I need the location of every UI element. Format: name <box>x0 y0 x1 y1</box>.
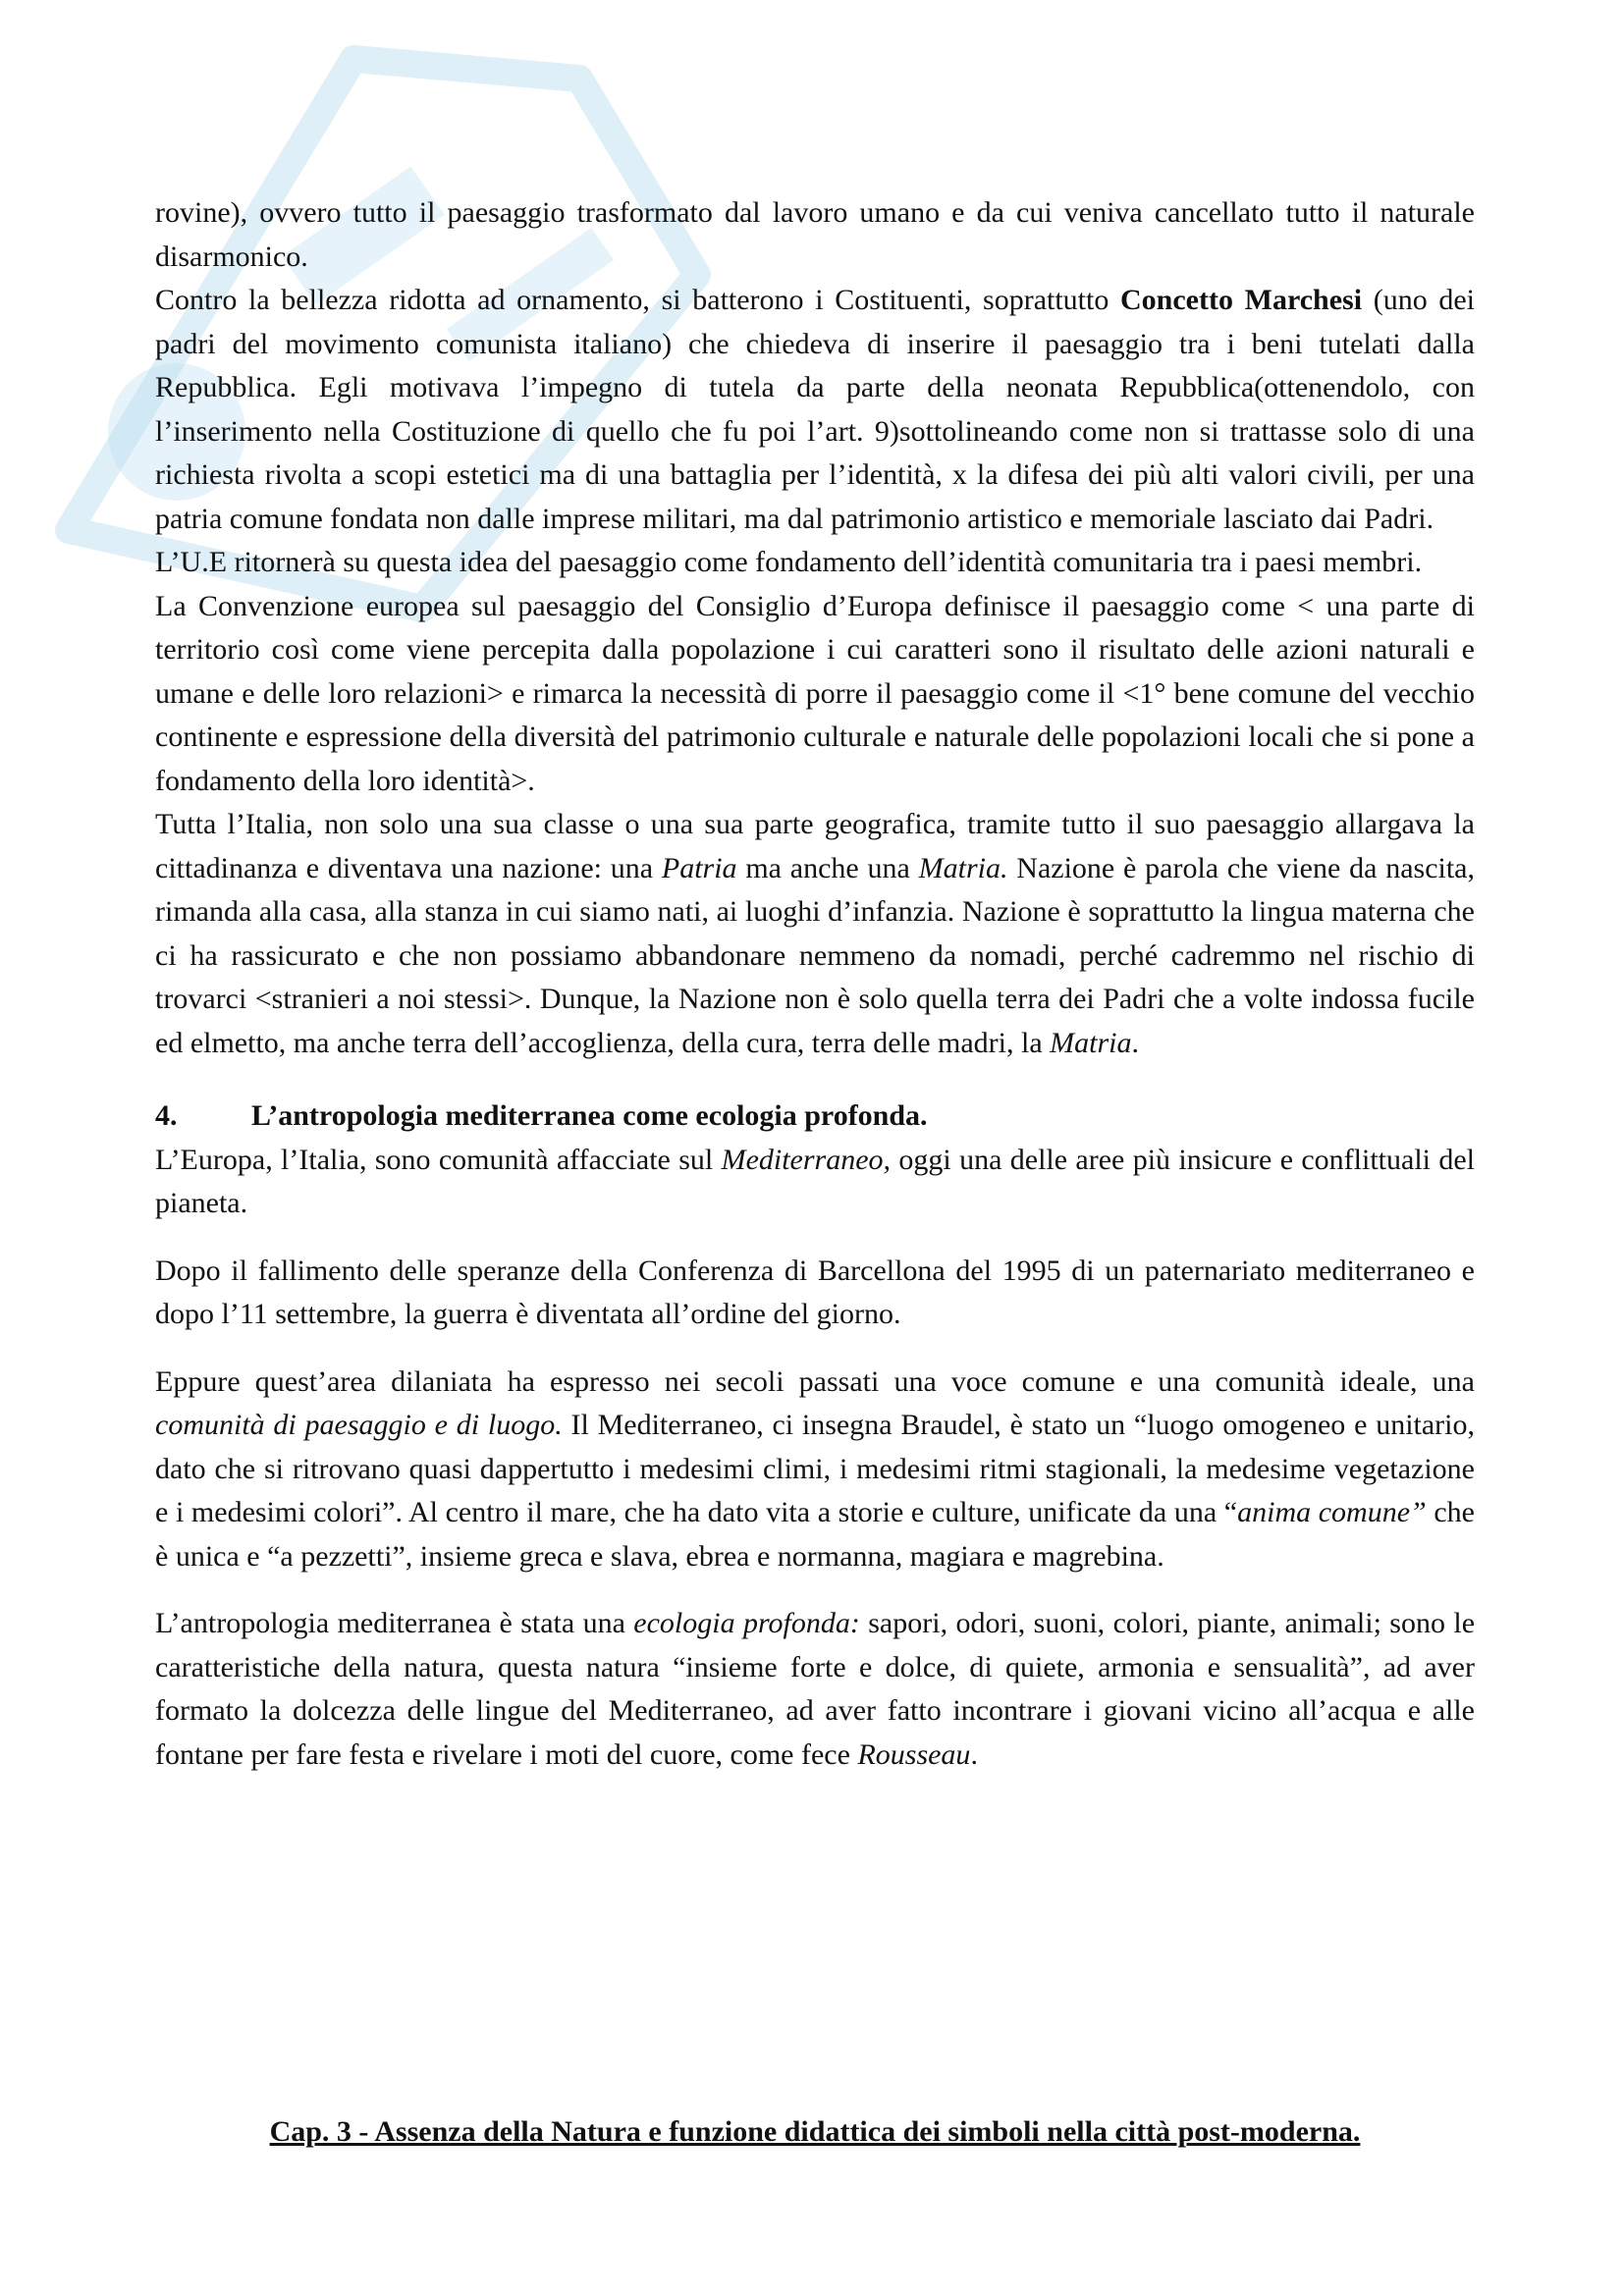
text-run: Tutta l’Italia, non solo una sua classe o una sua parte geografica, tramite tutto il suo paesaggio allargava la cittadinanza e diventava una nazione: una <box>155 808 1475 884</box>
text-run: Concetto Marchesi <box>1120 284 1363 316</box>
document-body <box>155 191 1475 1777</box>
section-number: 4. <box>155 1099 178 1132</box>
paragraph <box>155 191 1475 279</box>
text-run: Matria <box>1050 1026 1132 1059</box>
paragraph <box>155 541 1475 585</box>
text-run: Matria. <box>918 851 1008 884</box>
paragraphs-top <box>155 191 1475 1065</box>
paragraph <box>155 1602 1475 1777</box>
paragraphs-section <box>155 1139 1475 1778</box>
text-run: Nazione è parola che viene da nascita, rimanda alla casa, alla stanza in cui siamo nati, ai luoghi d’infanzia. Nazione è soprattutto la lingua materna che ci ha rassicurato e che non possiamo abbandonare nemmeno da nomadi, perché cadremmo nel rischio di trovarci <stranieri a noi stessi>. Dunque, la Nazione non è solo quella terra dei Padri che a volte indossa fucile ed elmetto, ma anche terra dell’accoglienza, della cura, terra delle madri, la <box>155 851 1475 1059</box>
text-run: Patria <box>661 851 737 884</box>
paragraph <box>155 1361 1475 1579</box>
text-run: Mediterraneo, <box>721 1143 892 1176</box>
section-heading <box>155 1095 1475 1139</box>
text-run: ecologia profonda: <box>633 1607 860 1639</box>
paragraph <box>155 1139 1475 1226</box>
paragraph <box>155 279 1475 541</box>
text-run: Eppure quest’area dilaniata ha espresso nei secoli passati una voce comune e una comunità ideale, una <box>155 1364 1475 1398</box>
text-run: Dopo il fallimento delle speranze della Conferenza di Barcellona del 1995 di un paternariato mediterraneo e dopo l’11 settembre, la guerra è diventata all’ordine del giorno. <box>155 1254 1475 1330</box>
text-run: La Convenzione europea sul paesaggio del Consiglio d’Europa definisce il paesaggio come < una parte di territorio così come viene percepita dalla popolazione i cui caratteri sono il risultato delle azioni naturali e umane e delle loro relazioni> e rimarca la necessità di porre il paesaggio come il <1° bene comune del vecchio continente e espressione della diversità del patrimonio culturale e naturale delle popolazioni locali che si pone a fondamento della loro identità>. <box>155 589 1475 797</box>
text-run: ma anche una <box>736 851 919 884</box>
text-run: . <box>970 1737 978 1771</box>
paragraph <box>155 585 1475 804</box>
text-run: . <box>1131 1026 1140 1059</box>
text-run: sapori, odori, suoni, colori, piante, animali; sono le caratteristiche della natura, questa natura “insieme forte e dolce, di quiete, armonia e sensualità”, ad aver formato la dolcezza delle lingue del Mediterraneo, ad aver fatto incontrare i giovani vicino all’acqua e alle fontane per fare festa e rivelare i moti del cuore, come fece <box>155 1607 1476 1771</box>
text-run: anima comune” <box>1237 1496 1427 1528</box>
text-run: Rousseau <box>857 1737 971 1771</box>
text-run: L’Europa, l’Italia, sono comunità affacciate sul <box>155 1143 722 1176</box>
paragraph <box>155 1250 1475 1337</box>
text-run: (uno dei padri del movimento comunista italiano) che chiedeva di inserire il paesaggio tra i beni tutelati dalla Repubblica. Egli motivava l’impegno di tutela da parte della neonata Repubblica(ottenendolo, con l’inserimento nella Costituzione di quello che fu poi l’art. 9)sottolineando come non si trattasse solo di una richiesta rivolta a scopi estetici ma di una battaglia per l’identità, x la difesa dei più alti valori civili, per una patria comune fondata non dalle imprese militari, ma dal patrimonio artistico e memoriale lasciato dai Padri. <box>155 284 1476 535</box>
text-run: Contro la bellezza ridotta ad ornamento, si batterono i Costituenti, soprattutto <box>155 284 1121 316</box>
text-run: L’antropologia mediterranea è stata una <box>155 1607 634 1639</box>
text-run: comunità di paesaggio e di luogo. <box>155 1409 563 1441</box>
text-run: Il Mediterraneo, ci insegna Braudel, è stato un “luogo omogeneo e unitario, dato che si ritrovano quasi dappertutto i medesimi climi, i medesimi ritmi stagionali, la medesime vegetazione e i medesimi colori”. Al centro il mare, che ha dato vita a storie e culture, unificate da una “ <box>155 1409 1476 1528</box>
text-run: L’U.E ritornerà su questa idea del paesaggio come fondamento dell’identità comunitaria tra i paesi membri. <box>155 546 1423 578</box>
section-title: L’antropologia mediterranea come ecologia profonda. <box>251 1099 928 1132</box>
text-run: oggi una delle aree più insicure e conflittuali del pianeta. <box>155 1143 1475 1219</box>
chapter-heading: Cap. 3 - Assenza della Natura e funzione didattica dei simboli nella città post-moderna. <box>269 2115 1361 2148</box>
text-run: che è unica e “a pezzetti”, insieme greca e slava, ebrea e normanna, magiara e magrebina. <box>155 1496 1475 1573</box>
text-run: rovine), ovvero tutto il paesaggio trasformato dal lavoro umano e da cui veniva cancellato tutto il naturale disarmonico. <box>155 196 1475 273</box>
paragraph <box>155 803 1475 1065</box>
